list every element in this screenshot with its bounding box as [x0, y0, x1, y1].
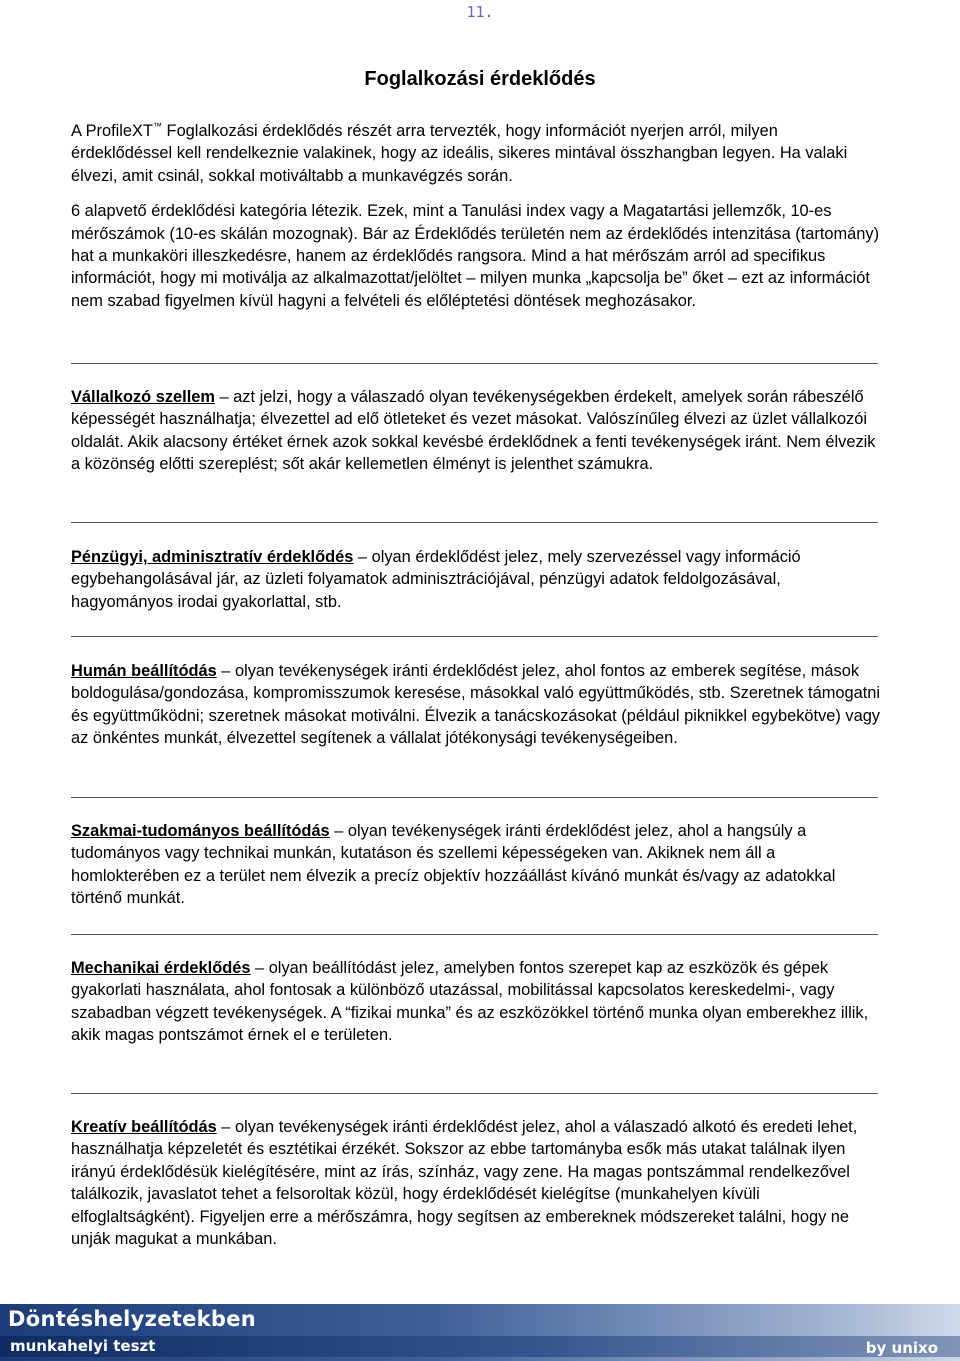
- trademark-mark: ™: [153, 121, 162, 131]
- intro-text-1: Foglalkozási érdeklődés részét arra tervezték, hogy információt nyerjen arról, milyen érdeklődéssel kell rendelkeznie valakinek, hogy az ideális, sikeres mintával összhangban legyen. Ha valaki élvezi, amit csinál, sokkal motiváltabb a munkavégzés során.: [71, 122, 848, 185]
- section-divider: [71, 1093, 878, 1094]
- section-divider: [71, 797, 878, 798]
- section-mechanikai: [71, 957, 881, 1047]
- footer-byline: by unixo: [865, 1339, 938, 1357]
- section-penzugyi: [71, 546, 881, 613]
- section-text: – olyan tevékenységek iránti érdeklődést jelez, ahol fontos az emberek segítése, mások boldogulása/gondozása, kompromisszumok keresése, másokkal való együttműködés, stb. Szeretnek támogatni és együttműködni; szeretnek másokat motiválni. Élvezik a tanácskozásokat (például piknikkel egybekötve) vagy az önkéntes munkát, élvezettel segítenek a vállalat jótékonysági tevékenységeiben.: [71, 662, 881, 748]
- intro-paragraph-2: 6 alapvető érdeklődési kategória létezik. Ezek, mint a Tanulási index vagy a Magatartási jellemzők, 10-es mérőszámok (10-es skálán mozognak). Bár az Érdeklődés területén nem az érdeklődés intenzitása (tartomány) hat a munkaköri illeszkedésre, hanem az érdeklődés rangsora. Mind a hat mérőszám arról ad specifikus információt, hogy mi motiválja az alkalmazottat/jelöltet – milyen munka „kapcsolja be” őket – ezt az információt nem szabad figyelmen kívül hagyni a felvételi és előléptetési döntések meghozásakor.: [71, 202, 880, 310]
- page-title: Foglalkozási érdeklődés: [364, 68, 596, 90]
- section-text: – azt jelzi, hogy a válaszadó olyan tevékenységekben érdekelt, amelyek során rábeszélő képességét használhatja; élvezettel ad elő ötleteket és vezet másokat. Valószínűleg élvezi az üzlet vállalkozói oldalát. Akik alacsony értéket érnek azok sokkal kevésbé érdeklődnek a fenti tevékenységek iránt. Nem élvezik a közönség előtti szereplést; sőt akár kellemetlen élményt is jelenthet számukra.: [71, 388, 876, 474]
- section-text: – olyan beállítódást jelez, amelyben fontos szerepet kap az eszközök és gépek gyakorlati használata, ahol fontosak a különböző utazással, mobilitással kapcsolatos kereskedelmi-, vagy szabadban végzett tevékenységek. A “fizikai munka” és az eszközökkel történő munka olyan emberekhez illik, akik magas pontszámot érnek el e területen.: [71, 959, 869, 1045]
- section-text: – olyan tevékenységek iránti érdeklődést jelez, ahol a hangsúly a tudományos vagy technikai munkán, kutatáson és szellemi képességeken van. Akiknek nem áll a homlokterében ez a terület nem élvezik a precíz objektív hozzáállást kívánó munkát és/vagy az adatokkal történő munkát.: [71, 822, 836, 908]
- intro-product-name: A ProfileXT: [71, 122, 153, 140]
- section-szakmai: [71, 820, 881, 910]
- section-divider: [71, 934, 878, 935]
- page-number: 11.: [466, 3, 494, 21]
- section-term: Mechanikai érdeklődés: [71, 959, 251, 977]
- footer-subtitle: munkahelyi teszt: [10, 1337, 156, 1355]
- section-divider: [71, 636, 878, 637]
- section-text: – olyan tevékenységek iránti érdeklődést jelez, ahol a válaszadó alkotó és eredeti lehet, használhatja képzeletét és esztétikai érzékét. Sokszor az ebbe tartományba esők más utakat találnak ilyen irányú érdeklődésük kielégítésére, mint az írás, színház, vagy zene. Ha magas pontszámmal rendelkezővel találkozik, javaslatot tehet a felsoroltak közül, hogy érdeklődését kielégítse (munkahelyen kívüli elfoglaltságként). Figyeljen erre a mérőszámra, hogy segítsen az embereknek módszereket találni, hogy ne unják magukat a munkában.: [71, 1118, 858, 1249]
- intro-block: [71, 115, 881, 312]
- section-divider: [71, 363, 878, 364]
- intro-paragraph-1: [71, 115, 881, 187]
- section-divider: [71, 522, 878, 523]
- section-term: Pénzügyi, adminisztratív érdeklődés: [71, 548, 354, 566]
- footer-banner: [0, 1304, 960, 1361]
- section-term: Vállalkozó szellem: [71, 388, 215, 406]
- footer-brand: Döntéshelyzetekben: [8, 1307, 257, 1331]
- section-kreativ: [71, 1116, 881, 1250]
- section-vallalkozo: [71, 386, 881, 476]
- section-term: Kreatív beállítódás: [71, 1118, 217, 1136]
- section-human: [71, 660, 881, 750]
- section-term: Humán beállítódás: [71, 662, 217, 680]
- section-term: Szakmai-tudományos beállítódás: [71, 822, 330, 840]
- section-text: – olyan érdeklődést jelez, mely szervezéssel vagy információ egybehangolásával jár, az üzleti folyamatok adminisztrációjával, pénzügyi adatok feldolgozásával, hagyományos irodai gyakorlattal, stb.: [71, 548, 801, 611]
